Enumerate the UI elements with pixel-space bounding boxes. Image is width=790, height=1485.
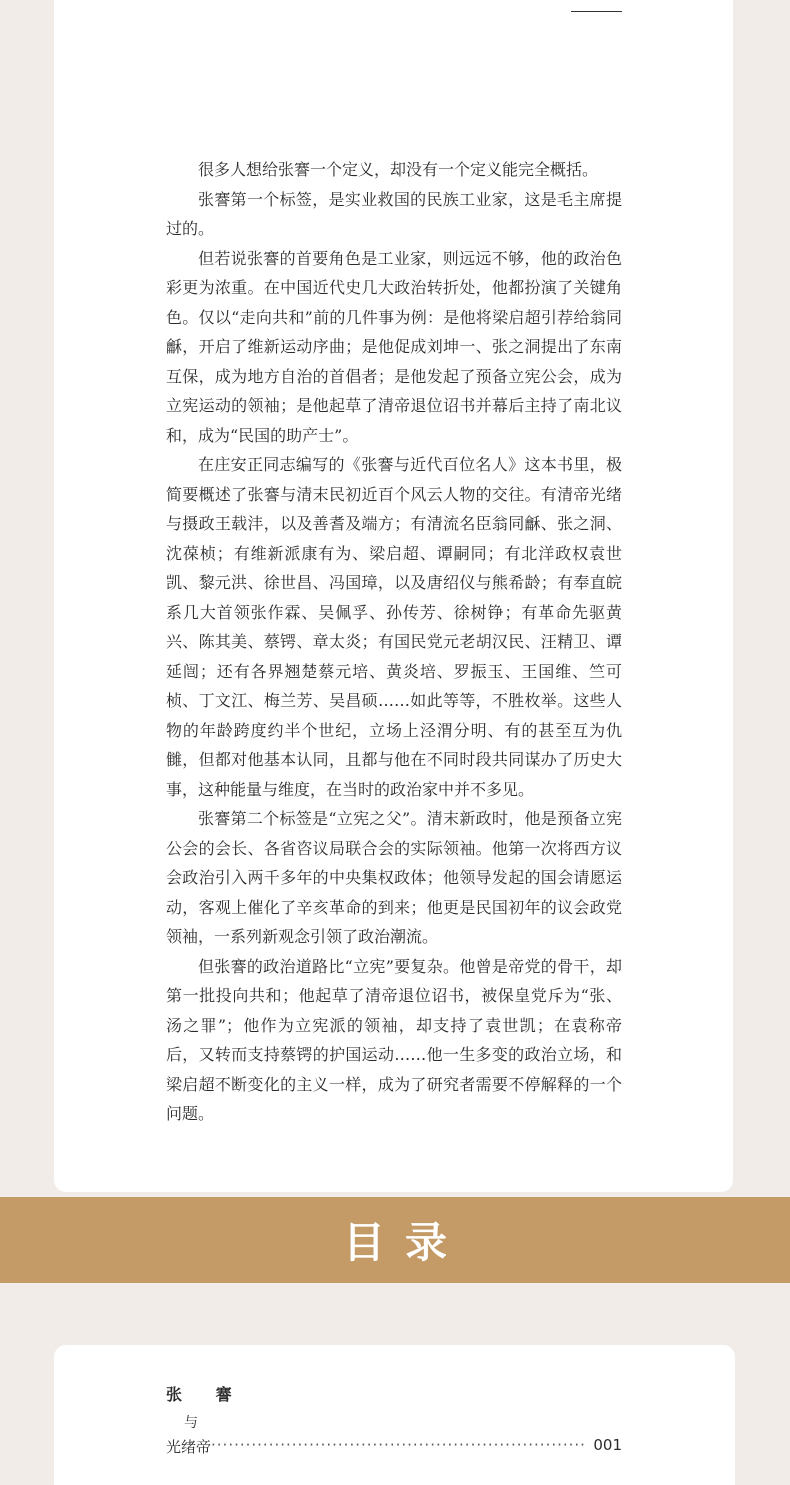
preface-paragraph-3: 但若说张謇的首要角色是工业家，则远远不够，他的政治色彩更为浓重。在中国近代史几大政治转折处，他都扮演了关键角色。仅以“走向共和”前的几件事为例：是他将梁启超引荐给翁同龢，开启了维新运动序曲；是他促成刘坤一、张之洞提出了东南互保，成为地方自治的首倡者；是他发起了预备立宪公会，成为立宪运动的领袖；是他起草了清帝退位诏书并幕后主持了南北议和，成为“民国的助产士”。	[166, 248, 622, 445]
toc-entry[interactable]	[166, 1436, 622, 1457]
toc-card	[54, 1345, 735, 1485]
toc-leader-dots	[211, 1436, 585, 1457]
preface-paragraph-5: 张謇第二个标签是“立宪之父”。清末新政时，他是预备立宪公会的会长、各省咨议局联合会的实际领袖。他第一次将西方议会政治引入两千多年的中央集权政体；他领导发起的国会请愿运动，客观上催化了辛亥革命的到来；他更是民国初年的议会政党领袖，一系列新观念引领了政治潮流。	[166, 809, 622, 946]
toc-section-name: 张 謇	[166, 1385, 246, 1404]
contents-title: 目录	[342, 1218, 467, 1267]
contents-banner	[0, 1197, 790, 1283]
preface-paragraph-6: 但张謇的政治道路比“立宪”要复杂。他曾是帝党的骨干，却第一批投向共和；他起草了清帝退位诏书，被保皇党斥为“张、汤之罪”；他作为立宪派的领袖，却支持了袁世凯；在袁称帝后，又转而支持蔡锷的护国运动……他一生多变的政治立场，和梁启超不断变化的主义一样，成为了研究者需要不停解释的一个问题。	[166, 956, 622, 1123]
preface-text	[166, 155, 622, 1129]
toc-connector: 与	[184, 1415, 198, 1431]
toc-entry-title: 光绪帝	[166, 1438, 212, 1456]
toc-entry-page: 001	[593, 1436, 622, 1454]
preface-paragraph-2: 张謇第一个标签，是实业救国的民族工业家，这是毛主席提过的。	[166, 189, 622, 238]
preface-paragraph-4: 在庄安正同志编写的《张謇与近代百位名人》这本书里，极简要概述了张謇与清末民初近百个风云人物的交往。有清帝光绪与摄政王载沣，以及善耆及端方；有清流名臣翁同龢、张之洞、沈葆桢；有维新派康有为、梁启超、谭嗣同；有北洋政权袁世凯、黎元洪、徐世昌、冯国璋，以及唐绍仪与熊希龄；有奉直皖系几大首领张作霖、吴佩孚、孙传芳、徐树铮；有革命先驱黄兴、陈其美、蔡锷、章太炎；有国民党元老胡汉民、汪精卫、谭延闿；还有各界翘楚蔡元培、黄炎培、罗振玉、王国维、竺可桢、丁文江、梅兰芳、吴昌硕……如此等等，不胜枚举。这些人物的年龄跨度约半个世纪，立场上泾渭分明、有的甚至互为仇雠，但都对他基本认同，且都与他在不同时段共同谋办了历史大事，这种能量与维度，在当时的政治家中并不多见。	[166, 455, 622, 799]
preface-paragraph-1: 很多人想给张謇一个定义，却没有一个定义能完全概括。	[198, 160, 599, 179]
top-divider	[571, 11, 622, 12]
